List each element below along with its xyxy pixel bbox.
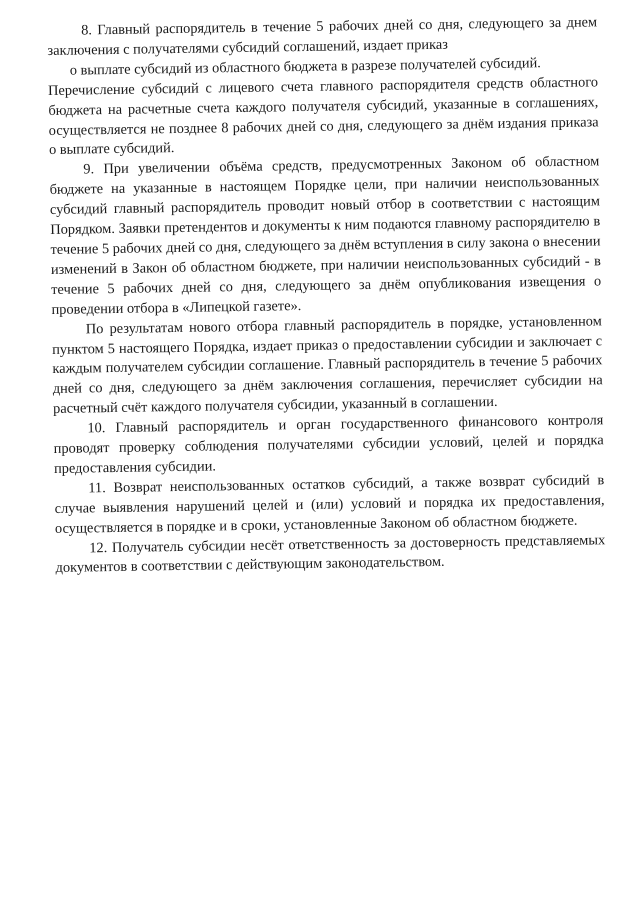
paragraph-10: 10. Главный распорядитель и орган государственного финансового контроля проводят проверку соблюдения получателями субсидии условий, целей и порядка предоставления субсидии. <box>53 412 604 477</box>
paragraph-12: 12. Получатель субсидии несёт ответственность за достоверность представляемых документов в соответствии с действующим законодательством. <box>55 531 606 577</box>
document-text <box>47 13 606 579</box>
paragraph-8: 8. Главный распорядитель в течение 5 рабочих дней со дня, следующего за днем заключения с получателями субсидий соглашений, издает приказ <box>47 14 598 59</box>
paragraph-transfer: Перечисление субсидий с лицевого счета главного распорядителя средств областного бюджета на расчетные счета каждого получателя субсидий, указанные в соглашениях, осуществляется не позднее 8 рабочих дней со дня, следующего за днём издания приказа о выплате субсидий. <box>47 74 599 159</box>
paragraph-new-selection: По результатам нового отбора главный распорядитель в порядке, установленном пунктом 5 настоящего Порядка, издает приказ о предоставлении субсидии и заключает с каждым получателем субсидии соглашение. Главный распорядитель в течение 5 рабочих дней со дня, следующего за днём заключения соглашения, перечисляет субсидии на расчетный счёт каждого получателя субсидии, указанный в соглашении. <box>52 312 603 418</box>
paragraph-8-continued: о выплате субсидий из областного бюджета в разрезе получателей субсидий. <box>69 55 541 79</box>
paragraph-9: 9. При увеличении объёма средств, предусмотренных Законом об областном бюджете на указанные в настоящем Порядке цели, при наличии неиспользованных субсидий главный распорядитель проводит новый отбор в соответствии с настоящим Порядком. Заявки претендентов и документы к ним подаются главному распорядителю в течение 5 рабочих дней со дня, следующего за днём вступления в силу закона о внесении изменений в Закон об областном бюджете, при наличии неиспользованных субсидий - в течение 5 рабочих дней со дня, следующего за днём опубликования извещения о проведении отбора в «Липецкой газете». <box>49 153 602 318</box>
paragraph-11: 11. Возврат неиспользованных остатков субсидий, а также возврат субсидий в случае выявления нарушений целей и (или) условий и порядка их предоставления, осуществляется в порядке и в сроки, установленные Законом об областном бюджете. <box>54 472 605 537</box>
